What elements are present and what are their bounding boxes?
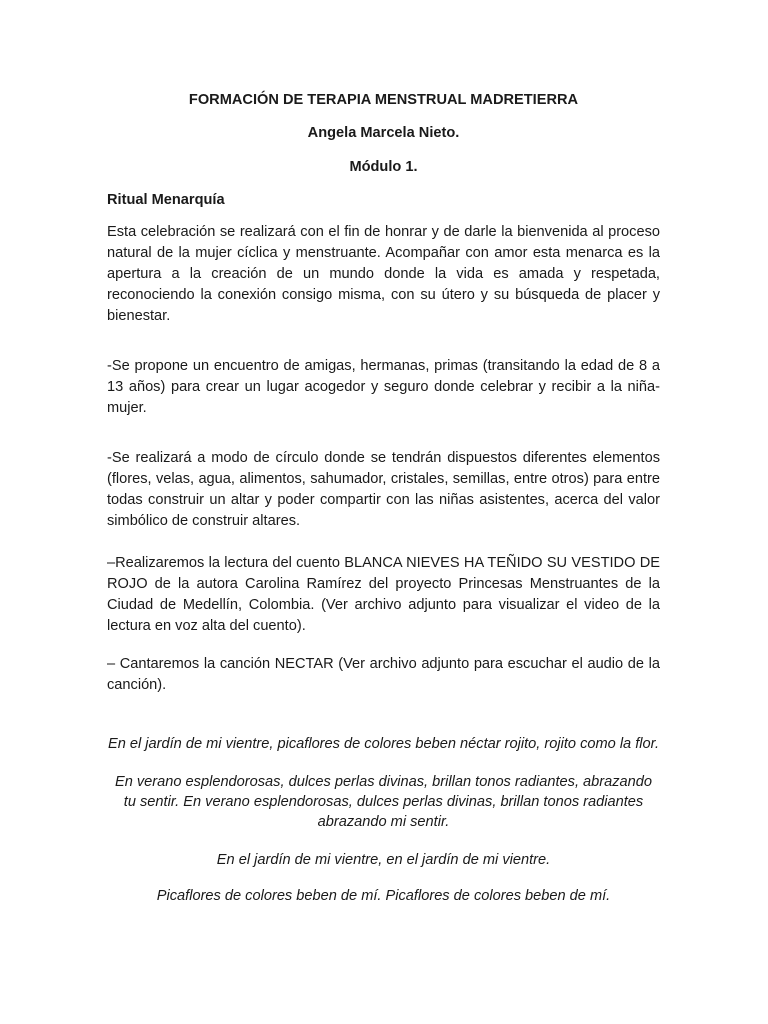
document-author: Angela Marcela Nieto. [307, 125, 460, 141]
song-verse-3: En el jardín de mi vientre, en el jardín de mi vientre. [216, 852, 551, 868]
song-verse-2: En verano esplendorosas, dulces perlas divinas, brillan tonos radiantes, abrazando tu sentir. En verano esplendorosas, dulces perlas divinas, brillan tonos radiantes abrazando mi sentir. [114, 774, 653, 830]
paragraph-song: – Cantaremos la canción NECTAR (Ver archivo adjunto para escuchar el audio de la canción). [107, 656, 660, 693]
document-title: FORMACIÓN DE TERAPIA MENSTRUAL MADRETIERRA [188, 92, 579, 108]
song-verse-1: En el jardín de mi vientre, picaflores de colores beben néctar rojito, rojito como la flor. [107, 736, 660, 752]
song-verse-4: Picaflores de colores beben de mí. Picaflores de colores beben de mí. [156, 888, 611, 904]
section-heading: Ritual Menarquía [107, 192, 225, 208]
paragraph-circle: -Se realizará a modo de círculo donde se tendrán dispuestos diferentes elementos (flores, velas, agua, alimentos, sahumador, cristales, semillas, entre otros) para entre todas construir un altar y poder compartir con las niñas asistentes, acerca del valor simbólico de construir altares. [107, 450, 660, 529]
paragraph-intro: Esta celebración se realizará con el fin de honrar y de darle la bienvenida al proceso natural de la mujer cíclica y menstruante. Acompañar con amor esta menarca es la apertura a la creación de un mundo donde la vida es amada y respetada, reconociendo la conexión consigo misma, con su útero y su búsqueda de placer y bienestar. [107, 224, 660, 324]
paragraph-reading: –Realizaremos la lectura del cuento BLANCA NIEVES HA TEÑIDO SU VESTIDO DE ROJO de la autora Carolina Ramírez del proyecto Princesas Menstruantes de la Ciudad de Medellín, Colombia. (Ver archivo adjunto para visualizar el video de la lectura en voz alta del cuento). [107, 555, 660, 634]
paragraph-encounter: -Se propone un encuentro de amigas, hermanas, primas (transitando la edad de 8 a 13 años) para crear un lugar acogedor y seguro donde celebrar y recibir a la niña-mujer. [107, 358, 660, 416]
module-label: Módulo 1. [349, 159, 418, 175]
